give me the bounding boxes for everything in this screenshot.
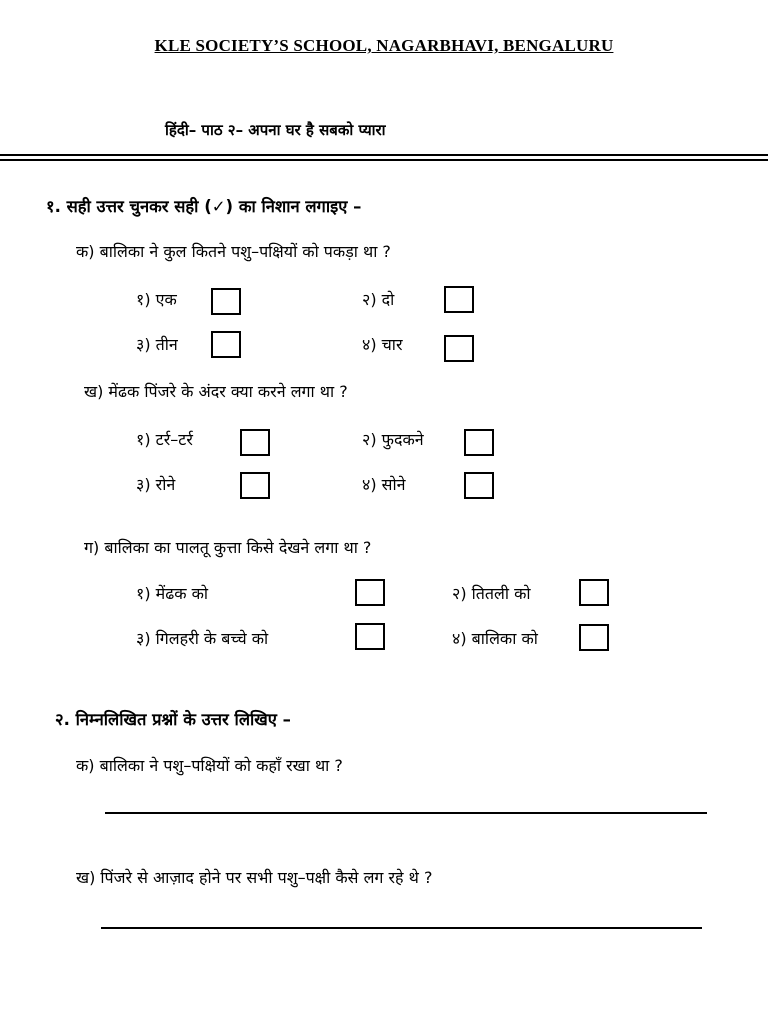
q3-option-2-checkbox[interactable] (579, 579, 609, 606)
q2-option-4-checkbox[interactable] (464, 472, 494, 499)
answer-line-2[interactable] (101, 927, 702, 929)
q2-option-4-label: ४) सोने (362, 475, 406, 494)
section2-heading: २. निम्नलिखित प्रश्नों के उत्तर लिखिए – (55, 710, 291, 729)
q3-option-1-checkbox[interactable] (355, 579, 385, 606)
q2-option-1-checkbox[interactable] (240, 429, 270, 456)
header-divider-top (0, 154, 768, 156)
q2-option-3-checkbox[interactable] (240, 472, 270, 499)
q1-option-4-label: ४) चार (362, 335, 403, 354)
short-answer-question-2: ख) पिंजरे से आज़ाद होने पर सभी पशु–पक्षी कैसे लग रहे थे ? (76, 868, 433, 887)
mcq-question-2: ख) मेंढक पिंजरे के अंदर क्या करने लगा था ? (84, 382, 348, 401)
answer-line-1[interactable] (105, 812, 707, 814)
q3-option-4-label: ४) बालिका को (452, 629, 538, 648)
q3-option-2-label: २) तितली को (452, 584, 531, 603)
q1-option-1-checkbox[interactable] (211, 288, 241, 315)
q1-option-3-label: ३) तीन (136, 335, 178, 354)
q1-option-2-label: २) दो (362, 290, 395, 309)
q1-option-2-checkbox[interactable] (444, 286, 474, 313)
header-divider-bottom (0, 159, 768, 161)
q2-option-3-label: ३) रोने (136, 475, 176, 494)
q2-option-1-label: १) टर्र–टर्र (136, 430, 193, 449)
q3-option-4-checkbox[interactable] (579, 624, 609, 651)
q2-option-2-checkbox[interactable] (464, 429, 494, 456)
mcq-question-3: ग) बालिका का पालतू कुत्ता किसे देखने लगा था ? (84, 538, 372, 557)
school-name: KLE SOCIETY’S SCHOOL, NAGARBHAVI, BENGALURU (154, 36, 614, 55)
short-answer-question-1: क) बालिका ने पशु–पक्षियों को कहाँ रखा था ? (76, 756, 343, 775)
q1-option-3-checkbox[interactable] (211, 331, 241, 358)
mcq-question-1: क) बालिका ने कुल कितने पशु–पक्षियों को पकड़ा था ? (76, 242, 391, 261)
q2-option-2-label: २) फुदकने (362, 430, 424, 449)
q1-option-4-checkbox[interactable] (444, 335, 474, 362)
q3-option-1-label: १) मेंढक को (136, 584, 209, 603)
q1-option-1-label: १) एक (136, 290, 177, 309)
q3-option-3-label: ३) गिलहरी के बच्चे को (136, 629, 269, 648)
worksheet-subject-title: हिंदी– पाठ २– अपना घर है सबको प्यारा (165, 121, 386, 139)
section1-heading: १. सही उत्तर चुनकर सही (✓) का निशान लगाइए – (46, 197, 362, 216)
q3-option-3-checkbox[interactable] (355, 623, 385, 650)
